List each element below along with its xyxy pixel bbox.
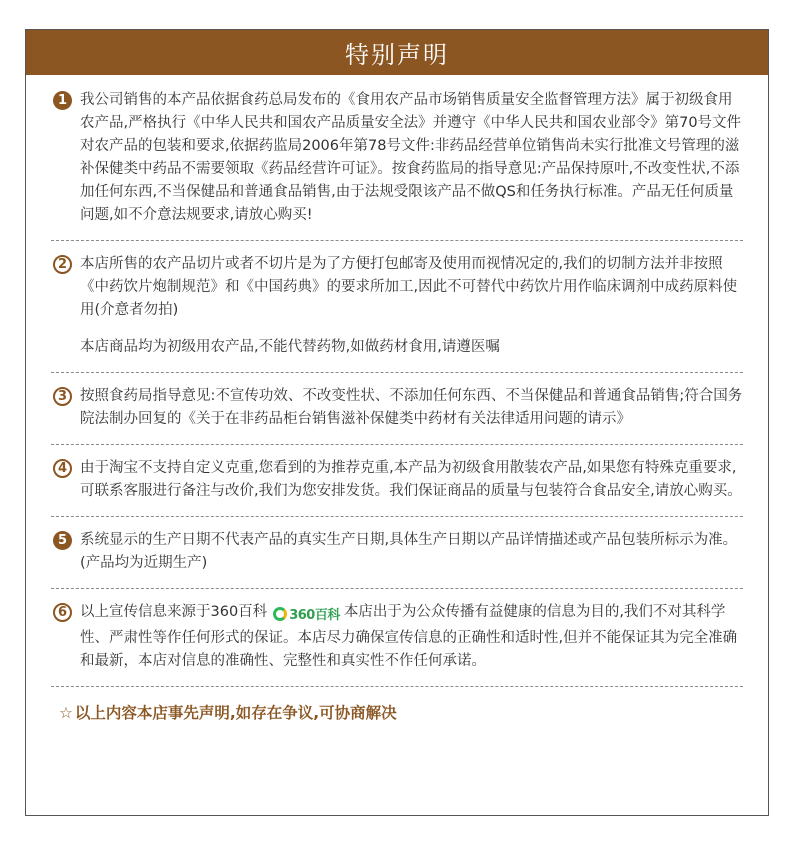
page-title-text: 特别声明	[345, 41, 449, 69]
number-badge-4: 4	[53, 459, 72, 478]
declaration-content	[26, 75, 768, 723]
number-badge-3: 3	[53, 387, 72, 406]
declaration-item-5	[51, 529, 743, 575]
dashed-divider	[51, 372, 743, 373]
declaration-text-2: 本店所售的农产品切片或者不切片是为了方便打包邮寄及使用而视情况定的,我们的切制方法并非按照《中药饮片炮制规范》和《中国药典》的要求所加工,因此不可替代中药饮片用作临床调剂中成药原料使用(介意者勿拍)	[80, 256, 738, 318]
360-logo-icon	[273, 607, 287, 621]
declaration-item-6	[51, 601, 743, 673]
number-badge-2: 2	[53, 255, 72, 274]
star-icon: ☆	[59, 704, 73, 722]
dashed-divider	[51, 444, 743, 445]
baike-logo-text: 360百科	[289, 608, 340, 623]
declaration-text-1: 我公司销售的本产品依据食药总局发布的《食用农产品市场销售质量安全监督管理方法》属于初级食用农产品,严格执行《中华人民共和国农产品质量安全法》并遵守《中华人民共和国农业部令》第70号文件对农产品的包装和要求,依据药监局2006年第78号文件:非药品经营单位销售尚未实行批准文号管理的滋补保健类中药品不需要领取《药品经营许可证》。按食药监局的指导意见:产品保持原叶,不改变性状,不添加任何东西,不当保健品和普通食品销售,由于法规受限该产品不做QS和任务执行标准。产品无任何质量问题,如不介意法规要求,请放心购买!	[80, 92, 742, 223]
dashed-divider	[51, 240, 743, 241]
footer-note	[51, 701, 743, 723]
declaration-item-2	[51, 253, 743, 359]
page-title	[26, 30, 768, 75]
declaration-text-5: 系统显示的生产日期不代表产品的真实生产日期,具体生产日期以产品详情描述或产品包装所标示为准。(产品均为近期生产)	[80, 532, 738, 571]
baike-logo	[273, 604, 340, 627]
declaration-text-4: 由于淘宝不支持自定义克重,您看到的为推荐克重,本产品为初级食用散装农产品,如果您有特殊克重要求,可联系客服进行备注与改价,我们为您安排发货。我们保证商品的质量与包装符合食品安全,请放心购买。	[80, 460, 742, 499]
dashed-divider	[51, 686, 743, 687]
declaration-panel	[25, 29, 769, 816]
declaration-item-3	[51, 385, 743, 431]
declaration-text-2-extra: 本店商品均为初级用农产品,不能代替药物,如做药材食用,请遵医嘱	[80, 339, 500, 355]
dashed-divider	[51, 516, 743, 517]
declaration-text-6-after: 本店出于为公众传播有益健康的信息为目的,我们不对其科学性、严肃性等作任何形式的保证。本店尽力确保宣传信息的正确性和适时性,但并不能保证其为完全准确和最新，本店对信息的准确性、完整性和真实性不作任何承诺。	[80, 604, 738, 669]
declaration-item-4	[51, 457, 743, 503]
declaration-text-6	[80, 601, 743, 673]
declaration-item-1	[51, 89, 743, 227]
declaration-text-6-before: 以上宣传信息来源于360百科	[80, 604, 268, 620]
number-badge-5: 5	[53, 531, 72, 550]
declaration-text-3: 按照食药局指导意见:不宣传功效、不改变性状、不添加任何东西、不当保健品和普通食品销售;符合国务院法制办回复的《关于在非药品柜台销售滋补保健类中药材有关法律适用问题的请示》	[80, 388, 743, 427]
number-badge-6: 6	[53, 603, 72, 622]
dashed-divider	[51, 588, 743, 589]
number-badge-1: 1	[53, 91, 72, 110]
footer-note-text: 以上内容本店事先声明,如存在争议,可协商解决	[74, 704, 397, 722]
